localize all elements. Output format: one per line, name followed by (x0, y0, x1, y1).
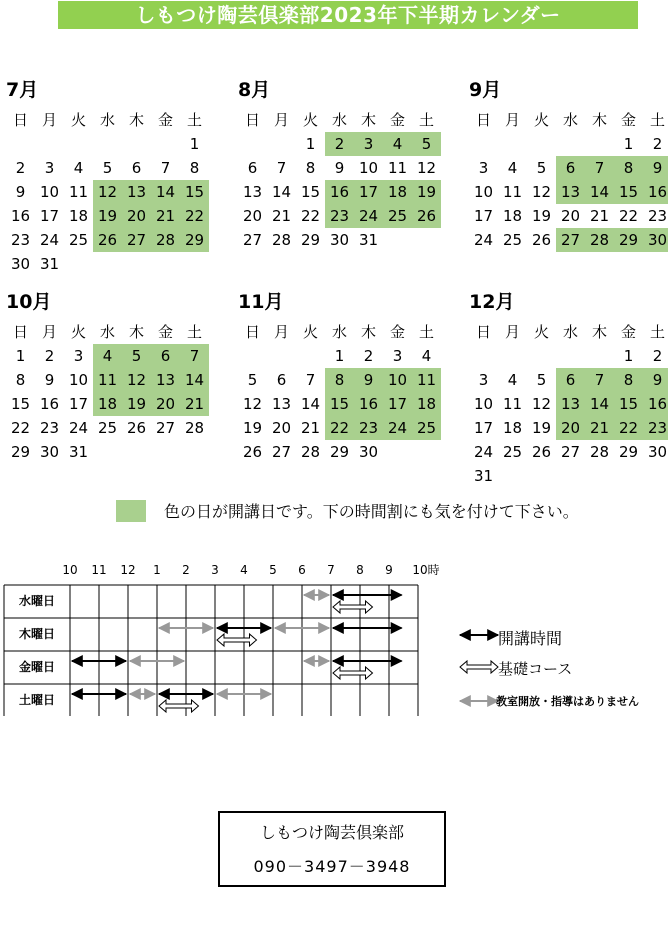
page-title: しもつけ陶芸倶楽部2023年下半期カレンダー (58, 1, 638, 29)
weekday-header: 月 (41, 111, 57, 129)
day-cell: 11 (68, 183, 89, 201)
day-cell: 1 (623, 347, 634, 365)
class-day-cell: 21 (585, 416, 614, 440)
day-cell: 3 (44, 159, 55, 177)
class-day-cell: 18 (383, 180, 412, 204)
hour-tick-label: 1 (153, 563, 161, 577)
hour-tick-label: 8 (356, 563, 364, 577)
class-day-cell: 26 (412, 204, 441, 228)
day-cell: 10 (39, 183, 60, 201)
class-day-cell: 15 (614, 392, 643, 416)
day-cell: 28 (300, 443, 321, 461)
day-cell: 2 (15, 159, 26, 177)
day-cell: 30 (358, 443, 379, 461)
day-cell: 27 (242, 231, 263, 249)
weekday-header: 日 (475, 323, 491, 341)
class-day-cell: 21 (151, 204, 180, 228)
month-label: 9月 (469, 79, 502, 101)
day-cell: 10 (358, 159, 379, 177)
day-cell: 1 (334, 347, 345, 365)
day-cell: 8 (15, 371, 26, 389)
weekday-header: 日 (244, 111, 260, 129)
day-cell: 18 (502, 419, 523, 437)
weekday-header: 木 (591, 111, 607, 129)
class-day-cell: 6 (556, 156, 585, 180)
class-day-cell: 23 (643, 416, 668, 440)
class-day-cell: 11 (93, 368, 122, 392)
basic-course-arrow (333, 601, 373, 613)
day-cell: 30 (647, 443, 668, 461)
blank-cell (93, 132, 122, 156)
day-cell: 26 (126, 419, 147, 437)
day-cell: 29 (300, 231, 321, 249)
weekday-header: 金 (389, 111, 405, 129)
day-cell: 2 (363, 347, 374, 365)
day-cell: 27 (271, 443, 292, 461)
weekday-header: 水 (331, 111, 347, 129)
day-cell: 1 (15, 347, 26, 365)
day-cell: 7 (305, 371, 316, 389)
blank-cell (498, 344, 527, 368)
key-open-label: 教室開放・指導はありません (496, 695, 639, 708)
weekday-header: 日 (475, 111, 491, 129)
class-day-cell: 29 (180, 228, 209, 252)
day-cell: 15 (10, 395, 31, 413)
day-cell: 22 (618, 207, 639, 225)
class-day-cell: 25 (412, 416, 441, 440)
class-day-cell: 24 (383, 416, 412, 440)
day-cell: 9 (334, 159, 345, 177)
day-cell: 21 (300, 419, 321, 437)
day-cell: 6 (131, 159, 142, 177)
blank-cell (469, 132, 498, 156)
day-cell: 31 (473, 467, 494, 485)
class-day-cell: 5 (412, 132, 441, 156)
blank-cell (527, 132, 556, 156)
day-cell: 4 (421, 347, 432, 365)
day-cell: 6 (247, 159, 258, 177)
blank-cell (151, 132, 180, 156)
day-cell: 18 (68, 207, 89, 225)
weekday-header: 火 (302, 323, 318, 341)
basic-course-arrow (217, 634, 257, 646)
class-day-cell: 14 (180, 368, 209, 392)
class-day-cell: 6 (151, 344, 180, 368)
blank-cell (527, 344, 556, 368)
class-day-cell: 22 (325, 416, 354, 440)
day-cell: 22 (300, 207, 321, 225)
blank-cell (556, 132, 585, 156)
weekday-header: 水 (562, 111, 578, 129)
blank-cell (585, 132, 614, 156)
day-cell: 28 (589, 443, 610, 461)
day-cell: 2 (44, 347, 55, 365)
day-cell: 29 (618, 443, 639, 461)
day-cell: 12 (531, 183, 552, 201)
day-cell: 25 (502, 231, 523, 249)
month-grid (6, 108, 209, 276)
key-basic-arrow (460, 661, 498, 673)
blank-cell (469, 344, 498, 368)
day-cell: 5 (102, 159, 113, 177)
day-cell: 15 (300, 183, 321, 201)
day-cell: 3 (478, 371, 489, 389)
weekday-header: 土 (186, 323, 202, 341)
weekday-row-label: 木曜日 (18, 627, 55, 641)
weekday-header: 金 (389, 323, 405, 341)
key-lecture-label: 開講時間 (498, 629, 563, 648)
class-day-cell: 23 (325, 204, 354, 228)
month-grid (238, 108, 441, 252)
hour-tick-label: 9 (385, 563, 393, 577)
day-cell: 14 (271, 183, 292, 201)
month-grid (469, 108, 668, 252)
day-cell: 7 (160, 159, 171, 177)
hour-tick-label: 10時 (412, 563, 440, 577)
day-cell: 11 (502, 395, 523, 413)
weekday-header: 火 (70, 111, 86, 129)
day-cell: 17 (39, 207, 60, 225)
weekday-header: 水 (99, 111, 115, 129)
class-day-cell: 14 (585, 392, 614, 416)
class-day-cell: 15 (614, 180, 643, 204)
day-cell: 25 (68, 231, 89, 249)
weekday-header: 土 (649, 323, 665, 341)
blank-cell (64, 132, 93, 156)
hour-tick-label: 2 (182, 563, 190, 577)
class-day-cell: 17 (354, 180, 383, 204)
class-day-cell: 7 (585, 368, 614, 392)
hour-tick-label: 3 (211, 563, 219, 577)
blank-cell (267, 132, 296, 156)
weekday-header: 日 (244, 323, 260, 341)
day-cell: 12 (242, 395, 263, 413)
contact-phone: 090－3497－3948 (253, 857, 411, 876)
day-cell: 27 (155, 419, 176, 437)
class-day-cell: 16 (643, 392, 668, 416)
weekday-header: 月 (273, 323, 289, 341)
month-calendar (469, 292, 668, 492)
class-day-cell: 16 (354, 392, 383, 416)
blank-cell (267, 344, 296, 368)
day-cell: 21 (271, 207, 292, 225)
class-day-cell: 21 (180, 392, 209, 416)
class-day-cell: 24 (354, 204, 383, 228)
day-cell: 12 (531, 395, 552, 413)
weekday-header: 木 (128, 323, 144, 341)
class-day-cell: 4 (383, 132, 412, 156)
day-cell: 18 (502, 207, 523, 225)
day-cell: 4 (507, 159, 518, 177)
weekday-header: 月 (504, 323, 520, 341)
day-cell: 9 (15, 183, 26, 201)
class-day-cell: 13 (556, 392, 585, 416)
day-cell: 23 (10, 231, 31, 249)
day-cell: 14 (300, 395, 321, 413)
day-cell: 24 (39, 231, 60, 249)
month-label: 7月 (6, 79, 39, 101)
class-day-cell: 13 (556, 180, 585, 204)
day-cell: 28 (271, 231, 292, 249)
month-label: 10月 (6, 291, 52, 313)
class-day-cell: 14 (151, 180, 180, 204)
day-cell: 8 (189, 159, 200, 177)
hour-tick-label: 4 (240, 563, 248, 577)
weekday-header: 木 (360, 111, 376, 129)
weekday-header: 日 (12, 111, 28, 129)
class-day-cell: 19 (412, 180, 441, 204)
weekday-header: 月 (273, 111, 289, 129)
day-cell: 1 (189, 135, 200, 153)
class-day-cell: 15 (180, 180, 209, 204)
class-day-cell: 7 (585, 156, 614, 180)
class-day-cell: 11 (412, 368, 441, 392)
day-cell: 11 (387, 159, 408, 177)
weekday-header: 木 (591, 323, 607, 341)
day-cell: 6 (276, 371, 287, 389)
blank-cell (238, 344, 267, 368)
day-cell: 25 (502, 443, 523, 461)
weekday-header: 金 (157, 323, 173, 341)
day-cell: 10 (68, 371, 89, 389)
class-day-cell: 13 (122, 180, 151, 204)
class-day-cell: 22 (180, 204, 209, 228)
class-day-cell: 28 (585, 228, 614, 252)
blank-cell (238, 132, 267, 156)
day-cell: 10 (473, 183, 494, 201)
day-cell: 13 (271, 395, 292, 413)
class-day-cell: 3 (354, 132, 383, 156)
blank-cell (296, 344, 325, 368)
day-cell: 1 (623, 135, 634, 153)
day-cell: 20 (271, 419, 292, 437)
day-cell: 26 (531, 231, 552, 249)
day-cell: 3 (478, 159, 489, 177)
month-calendar (6, 80, 216, 280)
class-day-cell: 29 (614, 228, 643, 252)
class-day-cell: 8 (325, 368, 354, 392)
class-day-cell: 7 (180, 344, 209, 368)
month-grid (238, 320, 441, 464)
day-cell: 24 (68, 419, 89, 437)
class-day-cell: 6 (556, 368, 585, 392)
day-cell: 23 (647, 207, 668, 225)
day-cell: 19 (531, 419, 552, 437)
weekday-header: 水 (562, 323, 578, 341)
day-cell: 24 (473, 231, 494, 249)
class-day-cell: 2 (325, 132, 354, 156)
day-cell: 20 (242, 207, 263, 225)
month-label: 12月 (469, 291, 515, 313)
class-day-cell: 16 (643, 180, 668, 204)
class-day-cell: 18 (93, 392, 122, 416)
weekday-header: 火 (533, 111, 549, 129)
class-day-cell: 9 (643, 368, 668, 392)
weekday-header: 水 (331, 323, 347, 341)
hour-tick-label: 5 (269, 563, 277, 577)
weekday-header: 金 (620, 323, 636, 341)
day-cell: 17 (473, 207, 494, 225)
class-day-cell: 16 (325, 180, 354, 204)
month-label: 11月 (238, 291, 284, 313)
blank-cell (35, 132, 64, 156)
basic-course-arrow (333, 667, 373, 679)
class-day-cell: 30 (643, 228, 668, 252)
weekday-row-label: 水曜日 (18, 594, 55, 608)
blank-cell (122, 132, 151, 156)
weekday-header: 火 (302, 111, 318, 129)
day-cell: 31 (39, 255, 60, 273)
day-cell: 11 (502, 183, 523, 201)
day-cell: 4 (73, 159, 84, 177)
legend-swatch (116, 500, 146, 522)
class-day-cell: 28 (151, 228, 180, 252)
hour-tick-label: 11 (91, 563, 107, 577)
day-cell: 31 (358, 231, 379, 249)
blank-cell (585, 344, 614, 368)
weekday-header: 土 (418, 323, 434, 341)
day-cell: 2 (652, 135, 663, 153)
day-cell: 28 (184, 419, 205, 437)
class-day-cell: 26 (93, 228, 122, 252)
hour-tick-label: 6 (298, 563, 306, 577)
day-cell: 2 (652, 347, 663, 365)
day-cell: 3 (73, 347, 84, 365)
class-day-cell: 13 (151, 368, 180, 392)
month-label: 8月 (238, 79, 271, 101)
day-cell: 17 (473, 419, 494, 437)
weekday-header: 金 (157, 111, 173, 129)
class-day-cell: 15 (325, 392, 354, 416)
blank-cell (556, 344, 585, 368)
class-day-cell: 8 (614, 156, 643, 180)
basic-course-arrow (159, 700, 199, 712)
class-day-cell: 19 (93, 204, 122, 228)
class-day-cell: 12 (122, 368, 151, 392)
day-cell: 26 (531, 443, 552, 461)
day-cell: 5 (536, 371, 547, 389)
weekday-row-label: 金曜日 (18, 660, 55, 674)
class-day-cell: 27 (122, 228, 151, 252)
day-cell: 10 (473, 395, 494, 413)
day-cell: 5 (536, 159, 547, 177)
weekday-header: 土 (418, 111, 434, 129)
class-day-cell: 19 (122, 392, 151, 416)
timetable-hour-header (0, 562, 668, 578)
day-cell: 22 (10, 419, 31, 437)
day-cell: 16 (10, 207, 31, 225)
day-cell: 4 (507, 371, 518, 389)
class-day-cell: 20 (556, 416, 585, 440)
class-day-cell: 22 (614, 416, 643, 440)
contact-box (218, 811, 446, 887)
day-cell: 16 (39, 395, 60, 413)
day-cell: 30 (10, 255, 31, 273)
class-day-cell: 9 (643, 156, 668, 180)
day-cell: 24 (473, 443, 494, 461)
class-day-cell: 10 (383, 368, 412, 392)
class-day-cell: 20 (122, 204, 151, 228)
day-cell: 12 (416, 159, 437, 177)
day-cell: 21 (589, 207, 610, 225)
day-cell: 30 (329, 231, 350, 249)
class-day-cell: 20 (151, 392, 180, 416)
class-day-cell: 14 (585, 180, 614, 204)
day-cell: 13 (242, 183, 263, 201)
class-day-cell: 9 (354, 368, 383, 392)
class-day-cell: 25 (383, 204, 412, 228)
weekday-header: 金 (620, 111, 636, 129)
day-cell: 19 (242, 419, 263, 437)
day-cell: 9 (44, 371, 55, 389)
class-day-cell: 8 (614, 368, 643, 392)
weekday-header: 木 (128, 111, 144, 129)
weekday-header: 火 (533, 323, 549, 341)
class-day-cell: 17 (383, 392, 412, 416)
weekday-header: 火 (70, 323, 86, 341)
day-cell: 29 (10, 443, 31, 461)
day-cell: 7 (276, 159, 287, 177)
month-calendar (238, 80, 448, 280)
day-cell: 19 (531, 207, 552, 225)
class-day-cell: 18 (412, 392, 441, 416)
contact-name: しもつけ陶芸倶楽部 (259, 823, 404, 842)
day-cell: 26 (242, 443, 263, 461)
class-day-cell: 5 (122, 344, 151, 368)
day-cell: 31 (68, 443, 89, 461)
day-cell: 23 (39, 419, 60, 437)
blank-cell (498, 132, 527, 156)
legend-text: 色の日が開講日です。下の時間割にも気を付けて下さい。 (164, 502, 579, 521)
day-cell: 17 (68, 395, 89, 413)
weekday-row-label: 土曜日 (18, 693, 55, 707)
class-day-cell: 27 (556, 228, 585, 252)
weekday-header: 月 (504, 111, 520, 129)
day-cell: 20 (560, 207, 581, 225)
class-day-cell: 4 (93, 344, 122, 368)
weekday-header: 土 (186, 111, 202, 129)
hour-tick-label: 12 (120, 563, 136, 577)
hour-tick-label: 10 (62, 563, 78, 577)
day-cell: 25 (97, 419, 118, 437)
blank-cell (6, 132, 35, 156)
weekday-header: 日 (12, 323, 28, 341)
key-basic-label: 基礎コース (498, 660, 573, 678)
day-cell: 5 (247, 371, 258, 389)
day-cell: 29 (329, 443, 350, 461)
class-day-cell: 23 (354, 416, 383, 440)
month-grid (6, 320, 209, 464)
month-grid (469, 320, 668, 488)
hour-tick-label: 7 (327, 563, 335, 577)
month-calendar (469, 80, 668, 280)
day-cell: 3 (392, 347, 403, 365)
month-calendar (6, 292, 216, 492)
weekday-header: 月 (41, 323, 57, 341)
day-cell: 1 (305, 135, 316, 153)
day-cell: 8 (305, 159, 316, 177)
day-cell: 30 (39, 443, 60, 461)
weekday-header: 土 (649, 111, 665, 129)
month-calendar (238, 292, 448, 492)
weekday-header: 水 (99, 323, 115, 341)
day-cell: 27 (560, 443, 581, 461)
weekday-header: 木 (360, 323, 376, 341)
class-day-cell: 12 (93, 180, 122, 204)
